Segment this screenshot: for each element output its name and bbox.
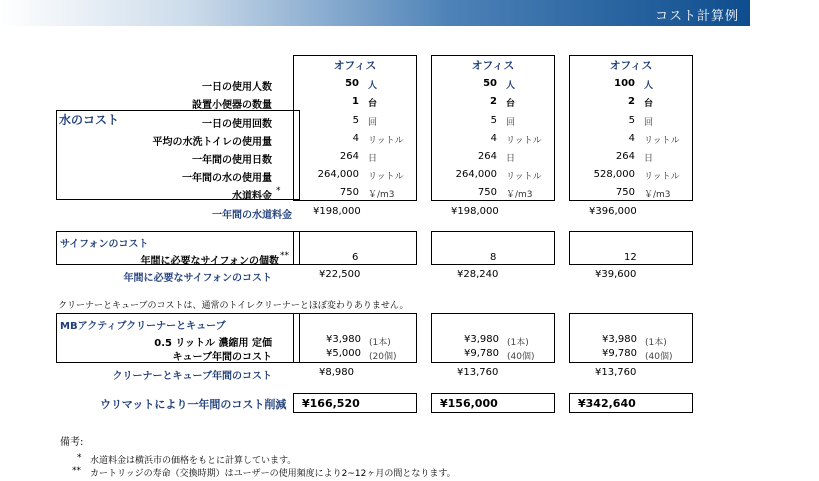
uses-value-1: 5: [352, 115, 359, 126]
cleaner-total-2: ¥13,760: [457, 367, 499, 378]
cube-cost-3: ¥9,780: [602, 348, 637, 359]
days-value-1: 264: [339, 151, 359, 162]
remark-1: 水道料金は横浜市の価格をもとに計算しています。: [90, 456, 297, 466]
uses-value-3: 5: [628, 115, 635, 126]
rate-label: 水道料金: [232, 191, 272, 202]
siphon-count-2: 8: [490, 252, 497, 263]
siphon-cost-2: ¥28,240: [457, 269, 499, 280]
uses-unit-3: 回: [644, 118, 654, 128]
siphon-count-label: 年間に必要なサイフォンの個数: [140, 256, 279, 267]
flush-value-3: 4: [628, 133, 635, 144]
volume-value-1: 264,000: [317, 169, 359, 180]
cube-cost-label: キューブ年間のコスト: [172, 352, 272, 363]
rate-unit-2: ￥/m3: [506, 190, 533, 200]
users-unit-2: 人: [506, 81, 516, 91]
column-header-2: オフィス: [471, 59, 515, 72]
urinals-label: 設置小便器の数量: [192, 100, 272, 111]
remark-1-mark: *: [77, 453, 82, 463]
cleaner-total-1: ¥8,980: [319, 367, 354, 378]
siphon-cost-1: ¥22,500: [319, 269, 361, 280]
days-unit-2: 日: [506, 154, 516, 164]
rate-value-2: 750: [477, 187, 497, 198]
siphon-cost-3: ¥39,600: [595, 269, 637, 280]
volume-value-2: 264,000: [455, 169, 497, 180]
siphon-count-3: 12: [624, 252, 637, 263]
cube-qty-3: (40個): [645, 352, 673, 362]
flush-unit-1: リットル: [368, 136, 404, 146]
users-label: 一日の使用人数: [202, 82, 272, 93]
siphon-footnote-mark: **: [280, 251, 289, 261]
savings-value-3: ¥342,640: [578, 397, 636, 410]
annual-water-value-1: ¥198,000: [313, 206, 361, 217]
urinals-value-2: 2: [490, 96, 497, 107]
cube-qty-1: (20個): [369, 352, 397, 362]
remark-2: カートリッジの寿命（交換時期）はユーザーの使用頻度により2~12ヶ月の間となります。: [90, 469, 456, 479]
uses-value-2: 5: [490, 115, 497, 126]
urinals-unit-2: 台: [506, 99, 516, 109]
cleaner-price-3: ¥3,980: [602, 334, 637, 345]
urinals-unit-3: 台: [644, 99, 654, 109]
annual-water-value-3: ¥396,000: [589, 206, 637, 217]
days-label: 一年間の使用日数: [192, 155, 272, 166]
urinals-unit-1: 台: [368, 99, 378, 109]
siphon-cost-label: 年間に必要なサイフォンのコスト: [123, 273, 272, 284]
siphon-count-1: 6: [352, 252, 359, 263]
volume-value-3: 528,000: [593, 169, 635, 180]
remarks-title: 備考:: [60, 437, 84, 448]
cleaner-price-qty-2: (1本): [507, 338, 529, 348]
cleaner-price-2: ¥3,980: [464, 334, 499, 345]
cube-cost-1: ¥5,000: [326, 348, 361, 359]
users-unit-3: 人: [644, 81, 654, 91]
cleaner-price-qty-3: (1本): [645, 338, 667, 348]
urinals-value-1: 1: [352, 96, 359, 107]
column-header-3: オフィス: [609, 59, 653, 72]
volume-unit-2: リットル: [506, 172, 542, 182]
users-unit-1: 人: [368, 81, 378, 91]
flush-label: 平均の水洗トイレの使用量: [152, 137, 272, 148]
cleaner-price-label: 0.5 リットル 濃縮用 定価: [154, 338, 272, 349]
banner-title: コスト計算例: [654, 9, 739, 24]
savings-label: ウリマットにより一年間のコスト削減: [100, 398, 287, 411]
flush-value-2: 4: [490, 133, 497, 144]
volume-unit-1: リットル: [368, 172, 404, 182]
cleaner-price-1: ¥3,980: [326, 334, 361, 345]
cleaner-total-label: クリーナーとキューブ年間のコスト: [112, 371, 272, 382]
remark-2-mark: **: [72, 466, 81, 476]
water-section-title: 水のコスト: [59, 113, 120, 127]
uses-label: 一日の使用回数: [202, 119, 272, 130]
uses-unit-1: 回: [368, 118, 378, 128]
volume-unit-3: リットル: [644, 172, 680, 182]
uses-unit-2: 回: [506, 118, 516, 128]
days-value-3: 264: [615, 151, 635, 162]
column-header-1: オフィス: [333, 59, 377, 72]
rate-footnote-mark: *: [276, 186, 281, 196]
savings-value-1: ¥166,520: [302, 397, 360, 410]
annual-water-value-2: ¥198,000: [451, 206, 499, 217]
days-unit-1: 日: [368, 154, 378, 164]
cleaner-total-3: ¥13,760: [595, 367, 637, 378]
cleaner-section-title: MBアクティブクリーナーとキューブ: [60, 321, 226, 332]
users-value-3: 100: [614, 78, 635, 89]
annual-water-label: 一年間の水道料金: [212, 210, 292, 221]
users-value-1: 50: [345, 78, 359, 89]
rate-value-3: 750: [615, 187, 635, 198]
flush-unit-2: リットル: [506, 136, 542, 146]
days-unit-3: 日: [644, 154, 654, 164]
days-value-2: 264: [477, 151, 497, 162]
cleaner-price-qty-1: (1本): [369, 338, 391, 348]
urinals-value-3: 2: [628, 96, 635, 107]
users-value-2: 50: [483, 78, 497, 89]
header-banner: [0, 0, 750, 26]
rate-unit-3: ￥/m3: [644, 190, 671, 200]
savings-value-2: ¥156,000: [440, 397, 498, 410]
rate-value-1: 750: [339, 187, 359, 198]
siphon-section-title: サイフォンのコスト: [60, 239, 149, 250]
flush-unit-3: リットル: [644, 136, 680, 146]
rate-unit-1: ￥/m3: [368, 190, 395, 200]
cube-cost-2: ¥9,780: [464, 348, 499, 359]
flush-value-1: 4: [352, 133, 359, 144]
volume-label: 一年間の水の使用量: [182, 173, 272, 184]
cube-qty-2: (40個): [507, 352, 535, 362]
cleaner-note: クリーナーとキューブのコストは、通常のトイレクリーナーとほぼ変わりありません。: [58, 301, 409, 311]
